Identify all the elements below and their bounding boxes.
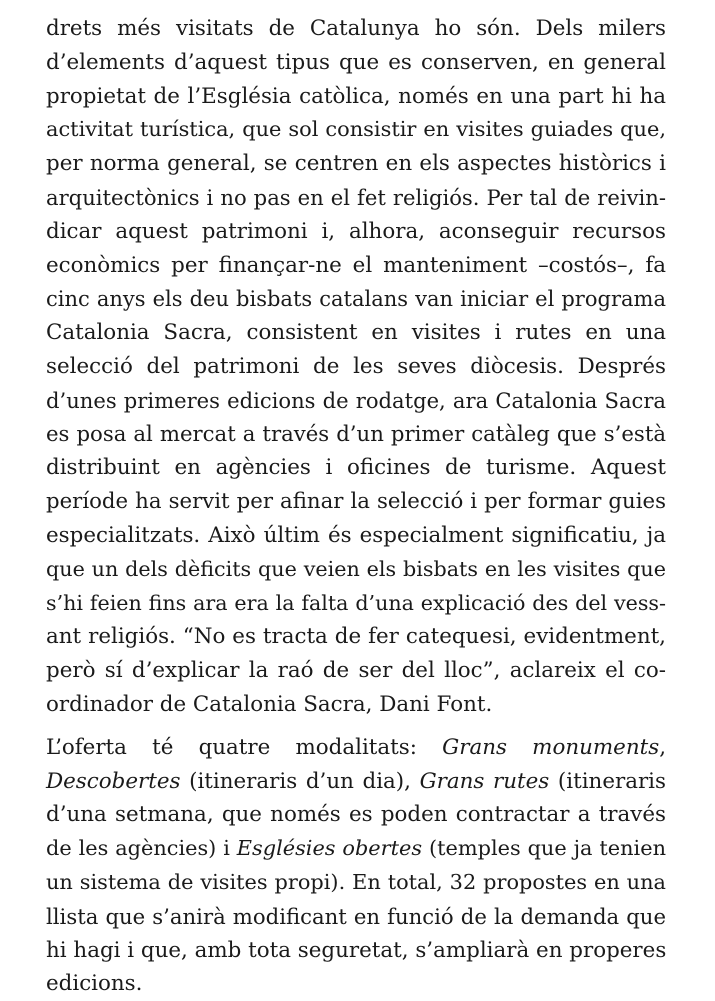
text-line: d’unes primeres edicions de rodatge, ara Catalonia Sacra (46, 387, 666, 413)
text-line: drets més visitats de Catalunya ho són. Dels milers (46, 16, 666, 41)
text-line: edicions. (46, 971, 143, 997)
text-line: Catalonia Sacra, consistent en visites i rutes en una (46, 320, 666, 346)
text-line: especialitzats. Això últim és especialment significatiu, ja (46, 522, 666, 548)
text-line: hi hagi i que, amb tota seguretat, s’ampliarà en properes (46, 937, 667, 963)
text-line: econòmics per finançar-ne el manteniment –costós–, fa (46, 252, 666, 278)
text-line: propietat de l’Església catòlica, només en una part hi ha (46, 83, 666, 109)
text-line: es posa al mercat a través d’un primer catàleg que s’està (46, 421, 666, 447)
italic-title-grans-rutes: Grans rutes (419, 768, 550, 794)
text-run: L’oferta té quatre modalitats: (46, 734, 443, 760)
italic-title-descobertes: Descobertes (46, 768, 181, 794)
text-run: de les agències) i (46, 836, 237, 861)
text-line: selecció del patrimoni de les seves diòcesis. Després (46, 353, 666, 379)
text-line: que un dels dèficits que veien els bisbats en les visites que (46, 556, 666, 581)
text-run: , (659, 734, 666, 760)
text-line: distribuint en agències i oficines de turisme. Aquest (46, 455, 666, 481)
text-line: d’elements d’aquest tipus que es conserven, en general (46, 49, 666, 75)
text-line: llista que s’anirà modificant en funció de la demanda que (46, 903, 666, 929)
text-line (46, 765, 666, 799)
text-line (46, 832, 666, 866)
paragraph-catalonia-sacra-intro (46, 12, 666, 722)
text-line: període ha servit per afinar la selecció i per formar guies (46, 489, 666, 515)
text-run: (itineraris d’un dia), (180, 768, 420, 794)
text-run: (itineraris (549, 768, 666, 794)
text-line: d’una setmana, que només es poden contractar a través (46, 802, 666, 828)
text-line: un sistema de visites propi). En total, 32 propostes en una (46, 869, 666, 894)
text-line: cinc anys els deu bisbats catalans van iniciar el programa (46, 286, 666, 312)
text-line: ordinador de Catalonia Sacra, Dani Font. (46, 691, 493, 717)
text-line: però sí d’explicar la raó de ser del lloc”, aclareix el co- (46, 658, 666, 684)
text-line: activitat turística, que sol consistir en visites guiades que, (46, 117, 666, 142)
text-run: (temples que ja tenien (422, 836, 666, 861)
italic-title-grans-monuments: Grans monuments (442, 734, 660, 760)
text-line: s’hi feien fins ara era la falta d’una explicació des del vess- (46, 590, 666, 615)
paragraph-offer-modalities (46, 731, 666, 1001)
italic-title-esglesies-obertes: Esglésies obertes (236, 836, 423, 861)
text-line: arquitectònics i no pas en el fet religiós. Per tal de reivin- (46, 184, 666, 210)
text-line (46, 731, 666, 765)
paragraph-spacer (46, 722, 666, 731)
text-line: ant religiós. “No es tracta de fer catequesi, evidentment, (46, 624, 666, 650)
text-line: per norma general, se centren en els aspectes històrics i (46, 151, 666, 177)
text-line: dicar aquest patrimoni i, alhora, aconseguir recursos (46, 218, 666, 244)
document-page (46, 12, 666, 1001)
